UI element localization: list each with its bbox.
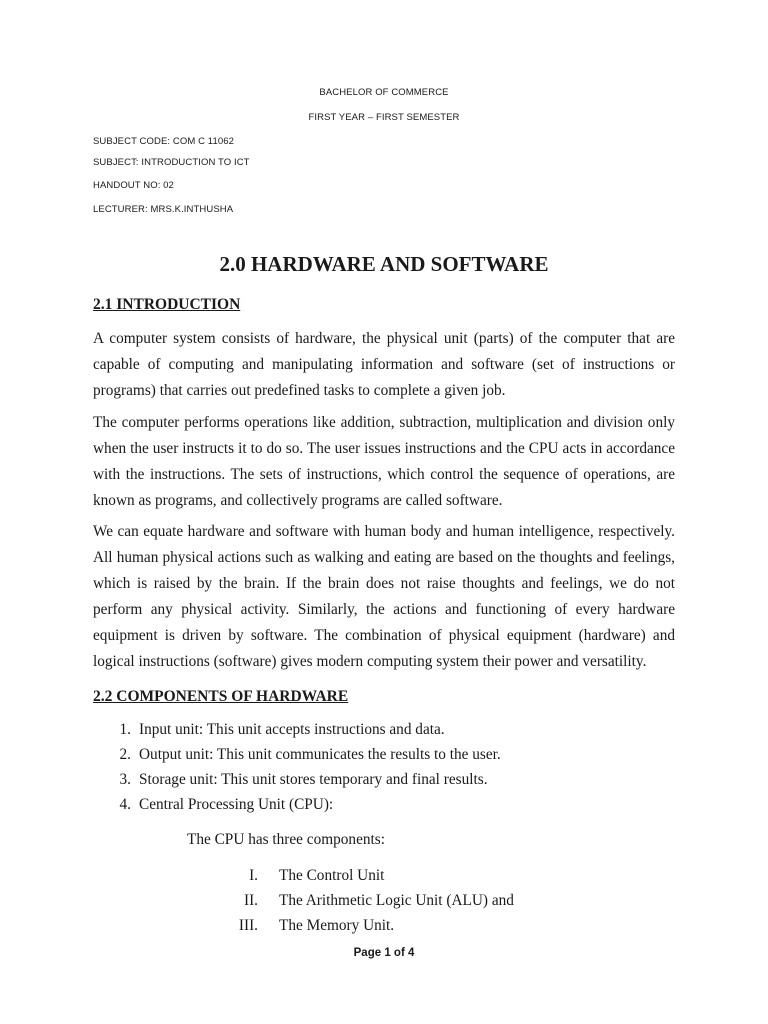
subject-name: SUBJECT: INTRODUCTION TO ICT [93,157,250,168]
section-heading-introduction: 2.1 INTRODUCTION [93,296,241,313]
subject-code: SUBJECT CODE: COM C 11062 [93,136,234,147]
intro-paragraph-3: We can equate hardware and software with human body and human intelligence, respectively. All human physical actions such as walking and eating are based on the thoughts and feelings, which is raised by the brain. If the brain does not raise thoughts and feelings, we do not perform any physical activity. Similarly, the actions and functioning of every hardware equipment is driven by software. The combination of physical equipment (hardware) and logical instructions (software) gives modern computing system their power and versatility. [93,523,675,670]
page-number: Page 1 of 4 [353,947,415,959]
section-heading-components: 2.2 COMPONENTS OF HARDWARE [93,688,349,705]
document-page: BACHELOR OF COMMERCE FIRST YEAR – FIRST SEMESTER SUBJECT CODE: COM C 11062 SUBJECT: INTRODUCTION TO ICT HANDOUT NO: 02 LECTURER: MRS.K.INTHUSHA 2.0 HARDWARE AND SOFTWARE 2.1 INTRODUCTION A computer system consists of hardware, the physical unit (parts) of the computer that are capable of computing and manipulating information and software (set of instructions or programs) that carries out predefined tasks to complete a given job. The computer performs operations like addition, subtraction, multiplication and division only when the user instructs it to do so. The user issues instructions and the CPU acts in accordance with the instructions. The sets of instructions, which control the sequence of operations, are known as programs, and collectively programs are called software. We can equate hardware and software with human body and human intelligence, respectively. All human physical actions such as walking and eating are based on the thoughts and feelings, which is raised by the brain. If the brain does not raise thoughts and feelings, we do not perform any physical activity. Similarly, the actions and functioning of every hardware equipment is driven by software. The combination of physical equipment (hardware) and logical instructions (software) gives modern computing system their power and versatility. 2.2 COMPONENTS OF HARDWARE 1. Input unit: This unit accepts instructions and data. 2. Output unit: This unit communicates the results to the user. 3. Storage unit: This unit stores temporary and final results. 4. Central Processing Unit (CPU): The CPU has three components: I. The Control Unit II. The Arithmetic Logic Unit (ALU) and III. The Memory Unit. Page 1 of 4 [0,0,768,1024]
program-name: BACHELOR OF COMMERCE [319,87,449,98]
intro-paragraph-2: The computer performs operations like addition, subtraction, multiplication and division only when the user instructs it to do so. The user issues instructions and the CPU acts in accordance with the instructions. The sets of instructions, which control the sequence of operations, are known as programs, and collectively programs are called software. [93,414,675,509]
handout-number: HANDOUT NO: 02 [93,180,174,191]
cpu-intro-text: The CPU has three components: [187,831,385,848]
lecturer-name: LECTURER: MRS.K.INTHUSHA [93,204,234,215]
intro-paragraph-1: A computer system consists of hardware, the physical unit (parts) of the computer that are capable of computing and manipulating information and software (set of instructions or programs) that carries out predefined tasks to complete a given job. [93,330,675,399]
year-semester: FIRST YEAR – FIRST SEMESTER [308,112,460,123]
document-title: 2.0 HARDWARE AND SOFTWARE [219,252,549,276]
